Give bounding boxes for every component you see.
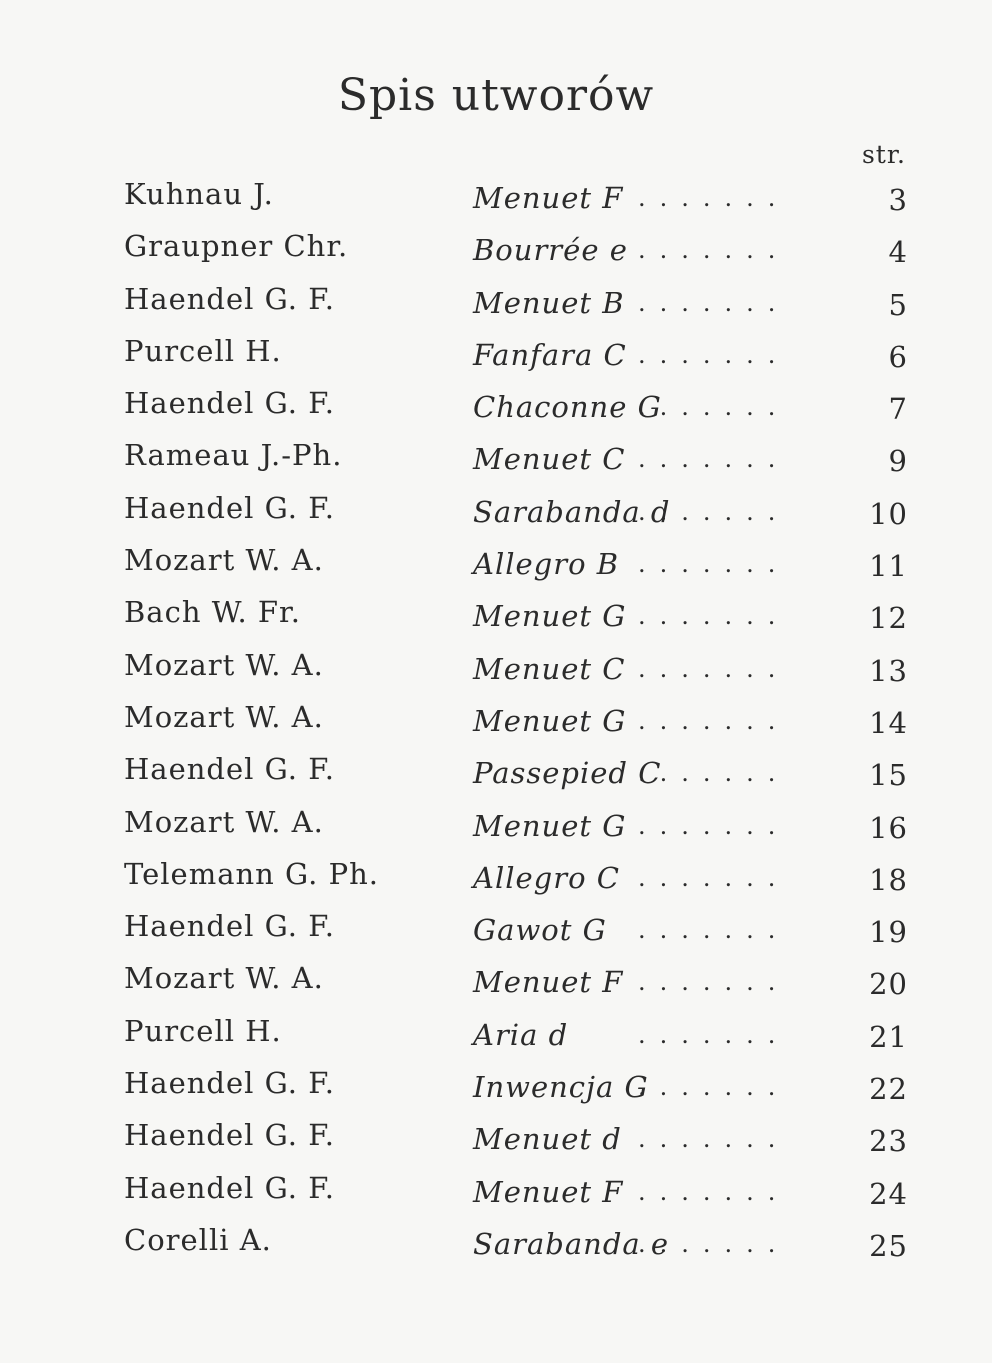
work-title: Menuet F <box>473 965 624 1000</box>
page-number: 4 <box>888 235 908 270</box>
dot-leader: ....... <box>638 602 790 631</box>
dot-leader: ....... <box>638 1020 790 1049</box>
page-number: 3 <box>888 183 908 217</box>
work-title: Inwencja G <box>473 1070 649 1105</box>
page-number: 19 <box>869 915 908 950</box>
dot-leader: ....... <box>638 288 790 317</box>
work-title: Sarabanda d <box>473 494 671 529</box>
composer-name: Haendel G. F. <box>124 1170 336 1205</box>
composer-name: Corelli A. <box>124 1222 272 1257</box>
toc-entry <box>118 325 908 377</box>
page-number: 14 <box>869 705 908 740</box>
dot-leader: ....... <box>638 550 790 579</box>
page-number: 18 <box>869 862 908 897</box>
page-number: 5 <box>888 287 908 322</box>
work-title: Menuet C <box>473 651 626 686</box>
dot-leader: ....... <box>638 706 790 735</box>
composer-name: Haendel G. F. <box>124 909 336 944</box>
dot-leader: ....... <box>638 759 790 788</box>
work-title: Menuet B <box>473 285 625 320</box>
dot-leader: ....... <box>638 497 790 526</box>
composer-name: Haendel G. F. <box>124 386 336 421</box>
page-number: 22 <box>869 1072 908 1107</box>
toc-entry <box>118 1005 908 1057</box>
toc-entry <box>118 952 908 1004</box>
work-title: Menuet G <box>473 808 627 843</box>
work-title: Menuet d <box>473 1122 622 1157</box>
toc-entry <box>118 1109 908 1161</box>
composer-name: Mozart W. A. <box>124 804 324 839</box>
dot-leader: ....... <box>638 811 790 840</box>
page-number: 10 <box>869 496 908 531</box>
toc-entry <box>118 691 908 743</box>
dot-leader: ....... <box>638 340 790 369</box>
toc-entry <box>118 900 908 952</box>
composer-name: Rameau J.-Ph. <box>124 438 343 473</box>
composer-name: Purcell H. <box>124 1013 282 1048</box>
composer-name: Haendel G. F. <box>124 752 336 787</box>
composer-name: Bach W. Fr. <box>124 595 301 630</box>
composer-name: Mozart W. A. <box>124 543 324 578</box>
page-number: 6 <box>888 339 908 374</box>
work-title: Menuet F <box>473 1174 624 1209</box>
toc-entry <box>118 1057 908 1109</box>
composer-name: Mozart W. A. <box>124 961 324 996</box>
page-number: 13 <box>869 653 908 688</box>
composer-name: Haendel G. F. <box>124 281 336 316</box>
dot-leader: ....... <box>638 654 790 683</box>
page-number: 9 <box>888 444 908 479</box>
toc-entry <box>118 1162 908 1214</box>
composer-name: Purcell H. <box>124 333 282 368</box>
dot-leader: ....... <box>638 916 790 945</box>
work-title: Sarabanda e <box>473 1226 670 1261</box>
composer-name: Haendel G. F. <box>124 490 336 525</box>
page-number: 7 <box>888 392 908 427</box>
dot-leader: ....... <box>638 1073 790 1102</box>
work-title: Gawot G <box>473 913 607 948</box>
page-number: 24 <box>869 1176 908 1211</box>
dot-leader: ....... <box>638 445 790 474</box>
work-title: Allegro C <box>473 860 620 895</box>
composer-name: Graupner Chr. <box>124 229 349 264</box>
toc-entry <box>118 639 908 691</box>
toc-entry <box>118 586 908 638</box>
page-title: Spis utworów <box>337 70 655 121</box>
work-title: Fanfara C <box>473 337 627 372</box>
toc-entry <box>118 273 908 325</box>
toc-entry <box>118 168 908 220</box>
work-title: Menuet G <box>473 703 627 738</box>
page-number: 15 <box>869 758 908 793</box>
page-number: 16 <box>869 810 908 845</box>
page-number: 20 <box>869 967 908 1002</box>
dot-leader: ....... <box>638 184 790 212</box>
toc-entry <box>118 743 908 795</box>
composer-name: Mozart W. A. <box>124 647 324 682</box>
toc-entry <box>118 534 908 586</box>
page-number: 12 <box>869 601 908 636</box>
composer-name: Telemann G. Ph. <box>124 856 380 891</box>
work-title: Bourrée e <box>473 233 628 268</box>
work-title: Allegro B <box>473 547 620 582</box>
work-title: Menuet G <box>473 599 627 634</box>
work-title: Menuet C <box>473 442 626 477</box>
dot-leader: ....... <box>638 393 790 422</box>
dot-leader: ....... <box>638 863 790 892</box>
toc-entry <box>118 377 908 429</box>
page-number: 11 <box>869 549 908 584</box>
composer-name: Mozart W. A. <box>124 699 324 734</box>
toc-entry <box>118 1214 908 1266</box>
dot-leader: ....... <box>638 1125 790 1154</box>
dot-leader: ....... <box>638 968 790 997</box>
composer-name: Haendel G. F. <box>124 1118 336 1153</box>
page-number: 23 <box>869 1124 908 1159</box>
toc-entry <box>118 220 908 272</box>
toc-entry <box>118 482 908 534</box>
toc-entry <box>118 796 908 848</box>
page-column-label: str. <box>861 140 906 169</box>
toc-entry <box>118 429 908 481</box>
page-number: 25 <box>869 1228 908 1263</box>
work-title: Aria d <box>473 1017 569 1052</box>
work-title: Passepied C <box>473 756 662 791</box>
toc-entry <box>118 848 908 900</box>
composer-name: Kuhnau J. <box>124 177 274 211</box>
page-number: 21 <box>869 1019 908 1054</box>
dot-leader: ....... <box>638 236 790 265</box>
work-title: Menuet F <box>473 181 624 215</box>
work-title: Chaconne G <box>473 390 662 425</box>
dot-leader: ....... <box>638 1177 790 1206</box>
dot-leader: ....... <box>638 1229 790 1258</box>
table-of-contents <box>118 168 908 1266</box>
composer-name: Haendel G. F. <box>124 1066 336 1101</box>
